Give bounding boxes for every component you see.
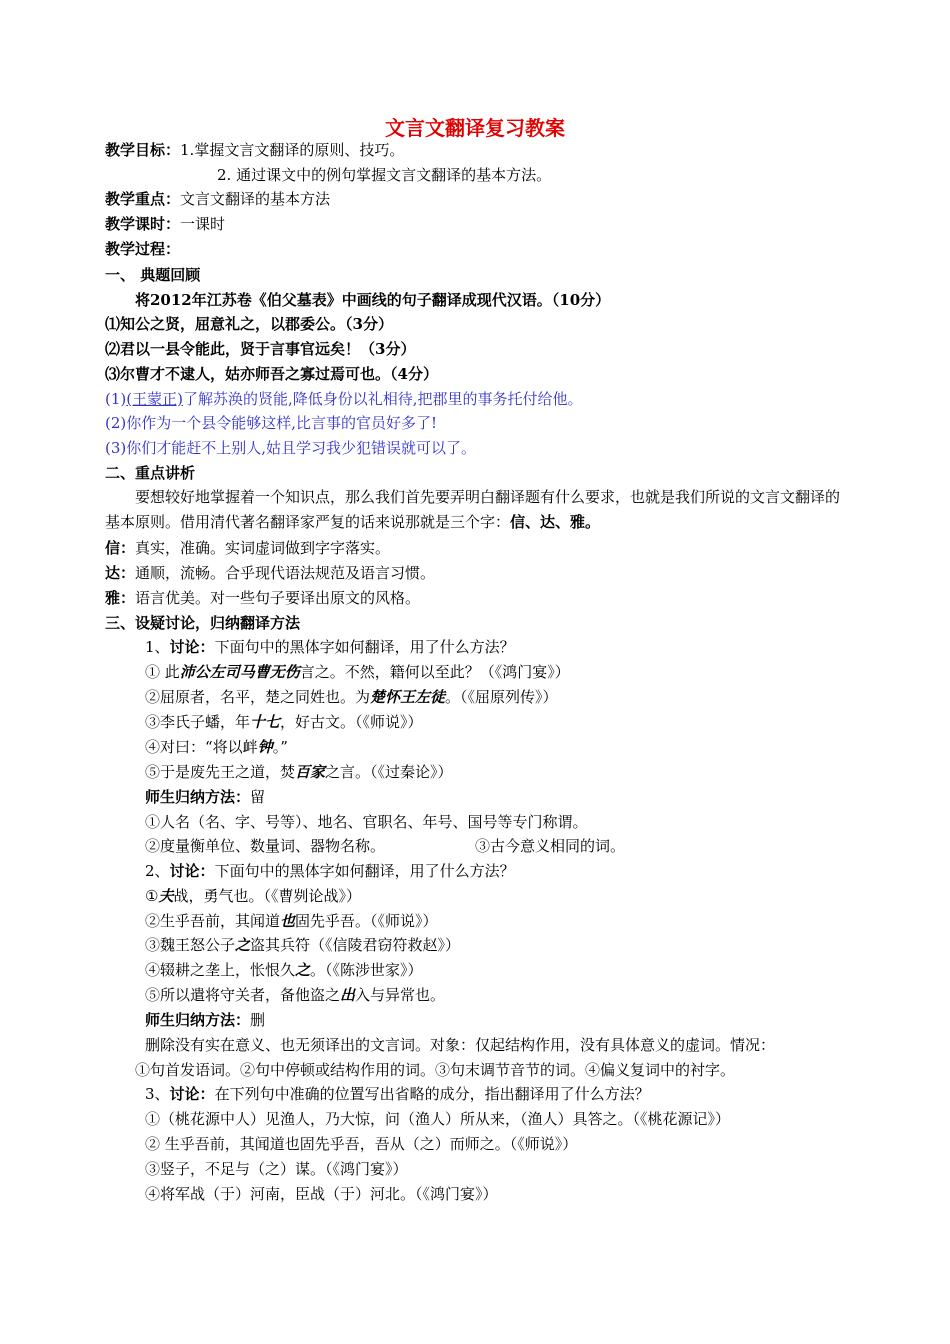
d2-example-4 [145, 960, 423, 980]
d1-summary [145, 787, 265, 807]
d2-example-1-a: ① [145, 887, 159, 905]
section-1-heading: 一、 典题回顾 [105, 266, 201, 284]
teaching-hours-label: 教学课时： [105, 215, 181, 233]
teaching-goal-2: 2. 通过课文中的例句掌握文言文翻译的基本方法。 [217, 166, 552, 184]
teaching-hours-line [105, 214, 225, 234]
d1-example-4-a: ④对曰：“将以衅 [145, 738, 258, 756]
d1-example-4 [145, 737, 288, 757]
da-line [105, 563, 435, 583]
ya-label: 雅： [105, 589, 136, 607]
answer-1-prefix: (1) [105, 390, 127, 408]
d2-example-3 [145, 935, 460, 955]
xin-line [105, 538, 390, 558]
d2-summary-label: 师生归纳方法： [145, 1011, 251, 1029]
d2-example-4-key: 之 [295, 961, 311, 979]
discussion-3-line [145, 1084, 650, 1104]
d1-example-1-a: ① 此 [145, 663, 180, 681]
d1-example-5 [145, 762, 453, 782]
section-2-paragraph-text: 要想较好地掌握着一个知识点，那么我们首先要弄明白翻译题有什么要求，也就是我们所说的文言文翻译的基本原则。借用清代著名翻译家严复的话来说那就是三个字： [105, 488, 841, 531]
d1-example-2-key: 楚怀王左徒 [370, 688, 446, 706]
discussion-2-line [145, 861, 515, 881]
discussion-1-text: 下面句中的黑体字如何翻译，用了什么方法？ [214, 638, 515, 656]
d1-example-4-b: 。” [272, 738, 288, 756]
teaching-goal-1: 1.掌握文言文翻译的原则、技巧。 [180, 141, 405, 159]
answer-1-rest: 了解苏涣的贤能,降低身份以礼相待,把郡里的事务托付给他。 [182, 390, 583, 408]
d1-example-3-key: 十七 [250, 713, 281, 731]
discussion-3-num: 3、 [145, 1085, 170, 1103]
d1-summary-item-3: ③古今意义相同的词。 [475, 837, 626, 855]
answer-2: (2)你作为一个县令能够这样,比言事的官员好多了! [105, 414, 438, 432]
d2-example-3-a: ③魏王怒公子 [145, 936, 236, 954]
teaching-focus-text: 文言文翻译的基本方法 [180, 190, 331, 208]
teaching-focus-line [105, 189, 330, 209]
teaching-goals-line [105, 140, 404, 160]
d3-example-4: ④将军战（于）河南，臣战（于）河北。（《鸿门宴》） [145, 1185, 498, 1203]
d1-example-3-a: ③李氏子蟠，年 [145, 713, 251, 731]
section-2-heading: 二、重点讲析 [105, 464, 196, 482]
question-1: ⑴知公之贤，屈意礼之，以郡委公。（3分） [105, 315, 393, 333]
d1-example-3-b: ，好古文。（《师说》） [280, 713, 423, 731]
d2-summary [145, 1010, 265, 1030]
d2-example-2-b: 固先乎吾。（《师说》） [295, 912, 438, 930]
d2-example-1-b: 战，勇气也。（《曹刿论战》） [173, 887, 361, 905]
section-2-paragraph [105, 485, 845, 535]
discussion-3-label: 讨论： [169, 1085, 215, 1103]
d1-example-3 [145, 712, 423, 732]
discussion-1-line [145, 637, 515, 657]
document-title: 文言文翻译复习教案 [385, 116, 565, 140]
d1-example-2 [145, 687, 558, 707]
teaching-focus-label: 教学重点： [105, 190, 181, 208]
d2-example-4-b: 。（《陈涉世家》） [310, 961, 423, 979]
d2-delete-line-1: 删除没有实在意义、也无须译出的文言词。对象：仅起结构作用，没有具体意义的虚词。情况： [145, 1036, 776, 1054]
d1-example-5-a: ⑤于是废先王之道，焚 [145, 763, 296, 781]
answer-1 [105, 389, 583, 409]
da-text: 通顺，流畅。合乎现代语法规范及语言习惯。 [135, 564, 436, 582]
discussion-2-label: 讨论： [169, 862, 215, 880]
d1-summary-label: 师生归纳方法： [145, 788, 251, 806]
d2-example-1 [145, 886, 361, 906]
d3-example-2: ② 生乎吾前，其闻道也固先乎吾，吾从（之）而师之。（《师说》） [145, 1135, 578, 1153]
ya-line [105, 588, 420, 608]
teaching-process-label: 教学过程： [105, 240, 181, 258]
d2-summary-text: 删 [250, 1011, 266, 1029]
d2-example-4-a: ④辍耕之垄上，怅恨久 [145, 961, 296, 979]
discussion-1-num: 1、 [145, 638, 170, 656]
section-2-paragraph-bold: 信、达、雅。 [510, 513, 601, 531]
section-1-prompt: 将2012年江苏卷《伯父墓表》中画线的句子翻译成现代汉语。（10分） [135, 291, 611, 309]
d3-example-1: ①（桃花源中人）见渔人，乃大惊，问（渔人）所从来，（渔人）具答之。（《桃花源记》） [145, 1110, 731, 1128]
d2-example-3-b: 盗其兵符（《信陵君窃符救赵》） [250, 936, 461, 954]
d2-example-5-key: 出 [340, 986, 356, 1004]
d2-example-3-key: 之 [235, 936, 251, 954]
question-3: ⑶尔曹才不逮人，姑亦师吾之寡过焉可也。（4分） [105, 365, 438, 383]
d2-example-2-key: 也 [280, 912, 296, 930]
d1-example-1 [145, 662, 570, 682]
discussion-1-label: 讨论： [169, 638, 215, 656]
d1-summary-text: 留 [250, 788, 266, 806]
d1-example-2-a: ②屈原者，名平，楚之同姓也。为 [145, 688, 371, 706]
discussion-3-text: 在下列句中准确的位置写出省略的成分，指出翻译用了什么方法？ [214, 1085, 650, 1103]
discussion-2-text: 下面句中的黑体字如何翻译，用了什么方法？ [214, 862, 515, 880]
d1-example-5-key: 百家 [295, 763, 326, 781]
teaching-hours-text: 一课时 [180, 215, 226, 233]
section-3-heading: 三、设疑讨论，归纳翻译方法 [105, 614, 301, 632]
d2-example-5 [145, 985, 445, 1005]
d2-example-5-a: ⑤所以遣将守关者，备他盗之 [145, 986, 341, 1004]
teaching-goals-label: 教学目标： [105, 141, 181, 159]
d1-example-1-key: 沛公左司马曹无伤 [179, 663, 300, 681]
da-label: 达： [105, 564, 136, 582]
d1-summary-item-1: ①人名（名、字、号等）、地名、官职名、年号、国号等专门称谓。 [145, 813, 588, 831]
d1-example-4-key: 钟 [257, 738, 273, 756]
discussion-2-num: 2、 [145, 862, 170, 880]
d1-summary-item-2: ②度量衡单位、数量词、器物名称。 [145, 837, 386, 855]
answer-3: (3)你们才能赶不上别人,姑且学习我少犯错误就可以了。 [105, 439, 477, 457]
d2-delete-line-2: ①句首发语词。②句中停顿或结构作用的词。③句末调节音节的词。④偏义复词中的衬字。 [135, 1061, 736, 1079]
ya-text: 语言优美。对一些句子要译出原文的风格。 [135, 589, 421, 607]
d2-example-5-b: 入与异常也。 [355, 986, 446, 1004]
d1-example-5-b: 之言。（《过秦论》） [325, 763, 453, 781]
answer-1-underlined: (王蒙正) [126, 390, 183, 408]
question-2: ⑵君以一县令能此，贤于言事官远矣！（3分） [105, 340, 416, 358]
d1-example-2-b: 。（《屈原列传》） [445, 688, 558, 706]
xin-text: 真实，准确。实词虚词做到字字落实。 [135, 539, 391, 557]
d2-example-2-a: ②生乎吾前，其闻道 [145, 912, 281, 930]
xin-label: 信： [105, 539, 136, 557]
d3-example-3: ③竖子，不足与（之）谋。（《鸿门宴》） [145, 1160, 408, 1178]
d2-example-1-key: 夫 [158, 887, 174, 905]
d1-example-1-b: 言之。不然，籍何以至此？（《鸿门宴》） [299, 663, 570, 681]
d2-example-2 [145, 911, 438, 931]
